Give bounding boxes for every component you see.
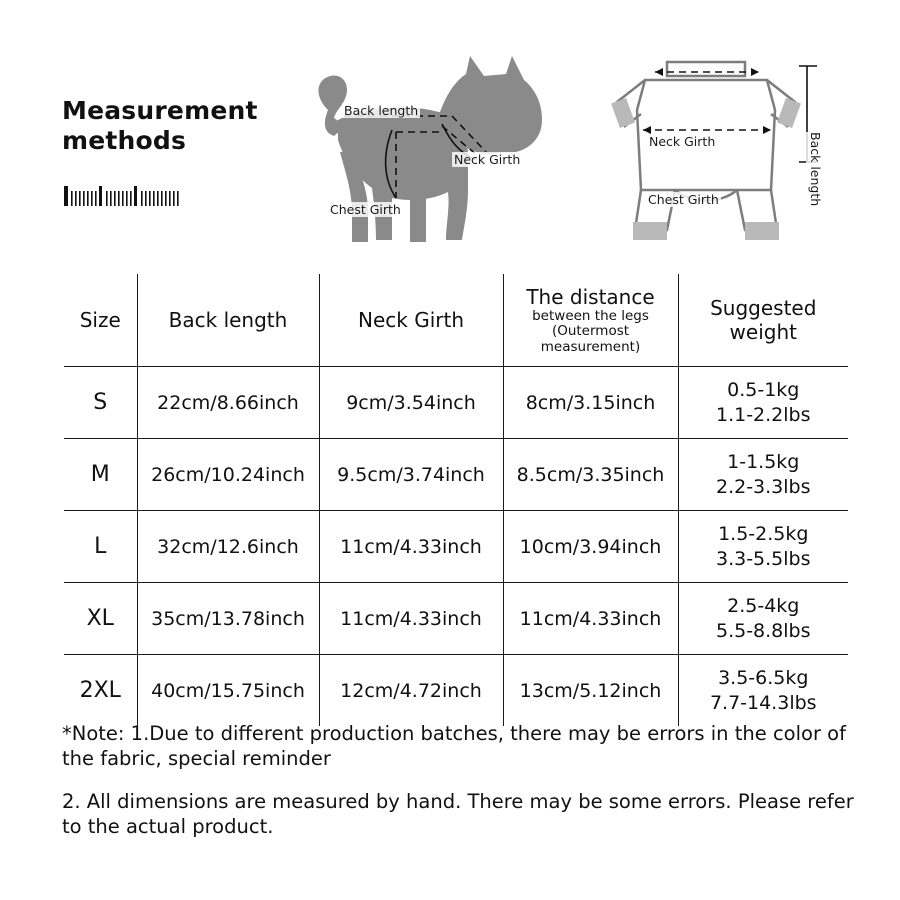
header-weight-line1: Suggested <box>710 296 817 320</box>
header-distance-between-legs <box>503 273 678 367</box>
cell-weight-lbs: 3.3-5.5lbs <box>715 547 811 570</box>
note-1: *Note: 1.Due to different production batches, there may be errors in the color of the fabric, special reminder <box>62 722 846 770</box>
cell-size: L <box>63 511 137 583</box>
table-row <box>63 511 849 583</box>
table-header-row <box>63 273 849 367</box>
cell-neck-girth: 11cm/4.33inch <box>319 511 503 583</box>
header-size: Size <box>63 273 137 367</box>
cell-size: XL <box>63 583 137 655</box>
table-body <box>63 367 849 728</box>
cell-weight-kg: 2.5-4kg <box>727 594 800 617</box>
suit-measurement-figure <box>595 40 840 270</box>
cell-distance: 13cm/5.12inch <box>503 655 678 728</box>
cell-weight-kg: 3.5-6.5kg <box>718 666 809 689</box>
table-row <box>63 439 849 511</box>
cell-size: S <box>63 367 137 439</box>
cell-weight-lbs: 1.1-2.2lbs <box>715 403 811 426</box>
cell-weight-kg: 1-1.5kg <box>727 450 800 473</box>
cell-back-length: 26cm/10.24inch <box>137 439 319 511</box>
table-header <box>63 273 849 367</box>
header-distance-line1: The distance <box>526 284 655 309</box>
page-title-line2: methods <box>62 125 187 155</box>
suit-neck-girth-label: Neck Girth <box>649 134 716 149</box>
cell-back-length: 32cm/12.6inch <box>137 511 319 583</box>
cell-neck-girth: 11cm/4.33inch <box>319 583 503 655</box>
size-table-wrapper <box>62 272 848 728</box>
pet-suit-outline-icon <box>595 40 840 270</box>
cell-back-length: 40cm/15.75inch <box>137 655 319 728</box>
cell-weight <box>678 367 849 439</box>
cell-weight-kg: 1.5-2.5kg <box>718 522 809 545</box>
cell-weight <box>678 655 849 728</box>
header-distance-line3: (Outermost <box>551 323 630 340</box>
header-suggested-weight <box>678 273 849 367</box>
notes-section <box>62 722 872 858</box>
header-back-length: Back length <box>137 273 319 367</box>
ruler-icon <box>64 183 182 209</box>
cell-size: 2XL <box>63 655 137 728</box>
cell-size: M <box>63 439 137 511</box>
page-title-line1: Measurement <box>62 96 258 125</box>
cell-distance: 8.5cm/3.35inch <box>503 439 678 511</box>
table-row <box>63 367 849 439</box>
cell-neck-girth: 9cm/3.54inch <box>319 367 503 439</box>
header-weight-line2: weight <box>729 320 797 344</box>
dog-neck-girth-label: Neck Girth <box>454 152 521 167</box>
illustration-band <box>0 0 900 270</box>
dog-back-length-label: Back length <box>344 103 419 118</box>
cell-neck-girth: 12cm/4.72inch <box>319 655 503 728</box>
cell-back-length: 22cm/8.66inch <box>137 367 319 439</box>
header-distance-line4: measurement) <box>540 338 641 355</box>
page-title <box>62 96 312 155</box>
cell-weight-kg: 0.5-1kg <box>727 378 800 401</box>
cell-weight-lbs: 7.7-14.3lbs <box>709 691 817 714</box>
size-table <box>62 272 850 728</box>
cell-weight <box>678 511 849 583</box>
suit-back-length-label: Back length <box>808 132 823 207</box>
header-distance-line2: between the legs <box>532 307 649 324</box>
table-row <box>63 583 849 655</box>
cell-weight <box>678 583 849 655</box>
cell-distance: 8cm/3.15inch <box>503 367 678 439</box>
note-2: 2. All dimensions are measured by hand. There may be some errors. Please refer to the actual product. <box>62 789 854 838</box>
dog-measurement-figure <box>300 40 560 270</box>
dog-chest-girth-label: Chest Girth <box>330 202 401 217</box>
cell-distance: 11cm/4.33inch <box>503 583 678 655</box>
suit-chest-girth-label: Chest Girth <box>648 192 719 207</box>
header-neck-girth: Neck Girth <box>319 273 503 367</box>
table-row <box>63 655 849 728</box>
cell-distance: 10cm/3.94inch <box>503 511 678 583</box>
cell-back-length: 35cm/13.78inch <box>137 583 319 655</box>
cell-neck-girth: 9.5cm/3.74inch <box>319 439 503 511</box>
cell-weight-lbs: 5.5-8.8lbs <box>715 619 811 642</box>
cell-weight-lbs: 2.2-3.3lbs <box>715 475 811 498</box>
cell-weight <box>678 439 849 511</box>
